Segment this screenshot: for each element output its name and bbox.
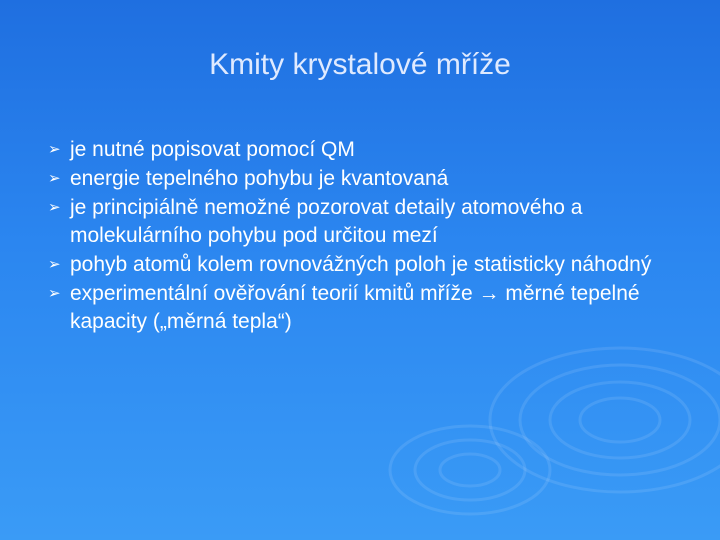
bullet-item — [48, 165, 678, 193]
bullet-text: je nutné popisovat pomocí QM — [70, 138, 355, 161]
arrowhead-marker-icon: ➢ — [48, 170, 61, 187]
bullet-item — [48, 280, 678, 336]
slide-title: Kmity krystalové mříže — [209, 48, 511, 81]
bullet-item — [48, 136, 678, 164]
bullet-text: experimentální ověřování teorií kmitů mříže → měrné tepelné kapacity („měrná tepla“) — [70, 282, 640, 333]
bullet-text: energie tepelného pohybu je kvantovaná — [70, 167, 449, 190]
bullet-text: pohyb atomů kolem rovnovážných poloh je statisticky náhodný — [70, 253, 652, 276]
bullet-item — [48, 251, 678, 279]
arrowhead-marker-icon: ➢ — [48, 141, 61, 158]
bullet-list — [48, 136, 678, 337]
bullet-text: je principiálně nemožné pozorovat detaily atomového a molekulárního pohybu pod určitou mezí — [70, 196, 583, 247]
bullet-item — [48, 194, 678, 250]
arrowhead-marker-icon: ➢ — [48, 285, 61, 302]
arrowhead-marker-icon: ➢ — [48, 199, 61, 216]
arrowhead-marker-icon: ➢ — [48, 256, 61, 273]
